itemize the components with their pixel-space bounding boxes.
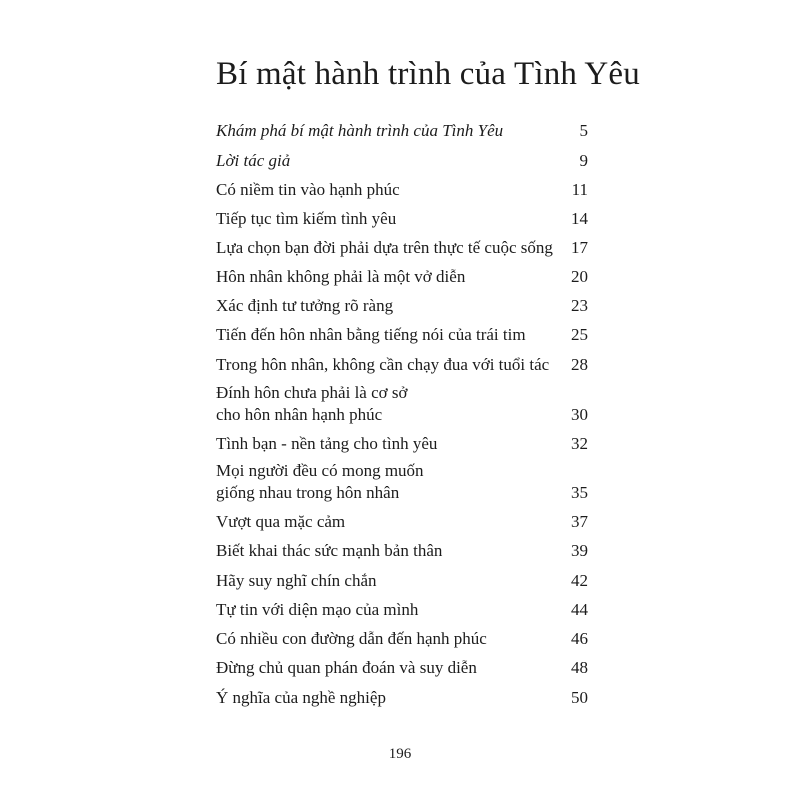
toc-entry-title-line: Đính hôn chưa phải là cơ sở (216, 383, 408, 402)
toc-entry (216, 382, 588, 426)
toc-entry-title-line: Tiến đến hôn nhân bằng tiếng nói của trái tim (216, 325, 526, 344)
toc-entry-title (216, 237, 556, 259)
toc-entry-title-line: Lời tác giả (216, 151, 291, 170)
toc-entry-title (216, 433, 556, 455)
toc-entry-title (216, 382, 556, 426)
toc-entry (216, 179, 588, 201)
toc-entry (216, 511, 588, 533)
toc-entry (216, 150, 588, 172)
toc-entry-title (216, 179, 556, 201)
toc-entry-page: 35 (571, 483, 588, 502)
toc-entry-title-line: Vượt qua mặc cảm (216, 512, 346, 531)
toc-entry (216, 120, 588, 142)
table-of-contents (216, 0, 588, 800)
toc-entry-title-line: Có nhiều con đường dẫn đến hạnh phúc (216, 629, 487, 648)
toc-entry-page: 32 (571, 434, 588, 453)
toc-entry-title (216, 354, 556, 376)
toc-entry-title-line: Biết khai thác sức mạnh bản thân (216, 541, 443, 560)
toc-entry-title-line: Khám phá bí mật hành trình của Tình Yêu (216, 121, 504, 140)
toc-entry-title (216, 120, 556, 142)
toc-entry-title-line: Có niềm tin vào hạnh phúc (216, 180, 400, 199)
toc-entry-title (216, 150, 556, 172)
toc-entry (216, 354, 588, 376)
toc-entry-title-line: giống nhau trong hôn nhân (216, 483, 400, 502)
toc-entry-page: 46 (571, 629, 588, 648)
toc-entry-title-line: Hãy suy nghĩ chín chắn (216, 571, 377, 590)
toc-entry (216, 599, 588, 621)
toc-entry-page: 42 (571, 571, 588, 590)
page-title: Bí mật hành trình của Tình Yêu (216, 56, 640, 92)
toc-entry-title (216, 599, 556, 621)
toc-entry (216, 570, 588, 592)
page-number: 196 (388, 746, 412, 762)
toc-entry-title-line: Đừng chủ quan phán đoán và suy diễn (216, 658, 477, 677)
toc-entry (216, 266, 588, 288)
toc-entry-title-line: Lựa chọn bạn đời phải dựa trên thực tế cuộc sống (216, 238, 553, 257)
toc-entry-title (216, 324, 556, 346)
toc-entry (216, 433, 588, 455)
toc-entry (216, 237, 588, 259)
toc-entry-title (216, 687, 556, 709)
toc-entry-title (216, 540, 556, 562)
toc-entry-title-line: Hôn nhân không phải là một vở diễn (216, 267, 466, 286)
toc-entry-title (216, 266, 556, 288)
toc-entry-page: 44 (571, 600, 588, 619)
toc-entry (216, 687, 588, 709)
toc-entry-page: 5 (579, 121, 588, 140)
toc-entry-page: 37 (571, 512, 588, 531)
toc-entry-title-line: cho hôn nhân hạnh phúc (216, 405, 383, 424)
toc-entry-page: 9 (579, 151, 588, 170)
toc-entry-title-line: Mọi người đều có mong muốn (216, 461, 424, 480)
toc-entry-page: 39 (571, 541, 588, 560)
toc-entry-page: 25 (571, 325, 588, 344)
toc-entry-title-line: Ý nghĩa của nghề nghiệp (216, 688, 386, 707)
toc-entry-page: 30 (571, 405, 588, 424)
toc-entry-title-line: Tình bạn - nền tảng cho tình yêu (216, 434, 438, 453)
toc-entry-title (216, 657, 556, 679)
toc-entry-page: 50 (571, 688, 588, 707)
toc-entry-page: 17 (571, 238, 588, 257)
toc-entry (216, 628, 588, 650)
toc-entry (216, 540, 588, 562)
toc-entry-page: 48 (571, 658, 588, 677)
toc-entry (216, 460, 588, 504)
toc-entry (216, 657, 588, 679)
toc-entry-title (216, 460, 556, 504)
toc-entry (216, 324, 588, 346)
toc-entry-page: 28 (571, 355, 588, 374)
toc-entry-title-line: Tự tin với diện mạo của mình (216, 600, 419, 619)
toc-entry (216, 295, 588, 317)
toc-entry-title (216, 295, 556, 317)
toc-entry-page: 23 (571, 296, 588, 315)
toc-entry-title (216, 628, 556, 650)
toc-entry-title-line: Xác định tư tưởng rõ ràng (216, 296, 394, 315)
toc-entry-page: 20 (571, 267, 588, 286)
toc-entry (216, 208, 588, 230)
toc-entry-page: 14 (571, 209, 588, 228)
toc-entry-page: 11 (571, 180, 588, 199)
toc-entry-title (216, 570, 556, 592)
toc-entry-title (216, 511, 556, 533)
toc-entry-title (216, 208, 556, 230)
toc-entry-title-line: Trong hôn nhân, không cần chạy đua với tuổi tác (216, 355, 550, 374)
toc-entry-title-line: Tiếp tục tìm kiếm tình yêu (216, 209, 397, 228)
